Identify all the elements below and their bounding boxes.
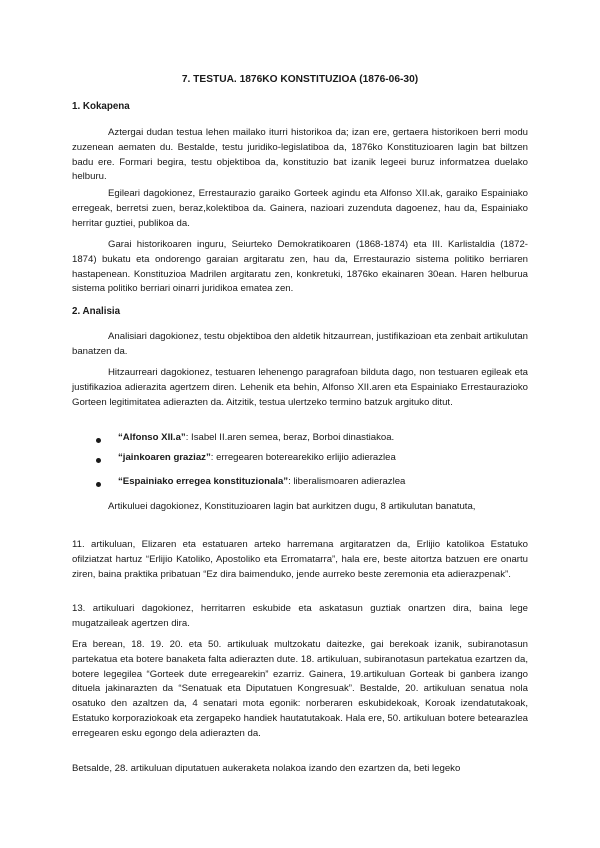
list-item xyxy=(118,451,552,466)
list-item-term: “Alfonso XII.a” xyxy=(118,432,186,443)
list-item-definition: : erregearen boterearekiko erlijio adierazlea xyxy=(210,452,396,463)
paragraph: Betsalde, 28. artikuluan diputatuen aukeraketa nolakoa izando den ezartzen da, beti legeko xyxy=(72,763,461,774)
paragraph: Era berean, 18. 19. 20. eta 50. artikuluak multzokatu daitezke, gai berekoak izanik, subiranotasun partekatua eta botere banaketa falta adierazten dute. 18. artikuluan, subiranotasun partekatua ezartzen da, botere legegilea “Gorteek dute erregearekin” ezarriz. Gainera, 19.artikuluan Gorteak bi ganbera izango dituela jakinarazten da “Senatuak eta Diputatuen Kongresuak”. Bestalde, 20. artikuluan senatua nola osatuko den azaltzen da, 4 senatari mota egonik: norberaren eskubidekoak, Koroak izendatutakoak, Estatuko korporaziokoak eta zergapeko handiek hautatutakoak. Hala ere, 50. artikuluan botere betearazlea erregearen esku egongo dela adierazten da. xyxy=(72,639,528,739)
paragraph: Artikuluei dagokionez, Konstituzioaren lagin bat aurkitzen dugu, 8 artikulutan banatuta, xyxy=(108,501,476,512)
section-heading-kokapena: 1. Kokapena xyxy=(72,101,130,112)
paragraph: Egileari dagokionez, Errestaurazio garaiko Gorteek agindu eta Alfonso XII.ak, garaiko Espainiako erregeak, berretsi zuen, beraz,kolektiboa da. Gainera, nazioari zuzenduta dagoenez, hau da, Espainiako herritar guztiei, publikoa da. xyxy=(72,188,528,229)
paragraph: Garai historikoaren inguru, Seiurteko Demokratikoaren (1868-1874) eta III. Karlistaldia (1872-1874) bukatu eta ondorengo garaian argitaratu zen, hau da, Errestaurazio sistema politiko berriaren hastapenean. Konstituzioa Madrilen argitaratu zen, konkretuki, 1876ko ekainaren 30ean. Haren helburua sistema politiko berriari oinarri juridikoa ematea zen. xyxy=(72,239,528,295)
list-item-definition: : liberalismoaren adierazlea xyxy=(288,476,406,487)
list-item xyxy=(118,475,552,490)
document-title: 7. TESTUA. 1876KO KONSTITUZIOA (1876-06-30) xyxy=(181,74,419,85)
paragraph: 11. artikuluan, Elizaren eta estatuaren arteko harremana argitaratzen da, Erlijio katolikoa Estatuko ofilziatzat hartuz “Erlijio Katoliko, Apostoliko eta Erromatarra”, hala ere, beste aitortza batzuen ere onartu ziren, baina praktika pribatuan “Ez dira baimenduko, jende aurreko beste zeremonia eta adierazpenak”. xyxy=(72,539,528,580)
paragraph: Hitzaurreari dagokionez, testuaren lehenengo paragrafoan bilduta dago, non testuaren egileak eta justifikazioa adierazita agertzem diren. Lehenik eta behin, Alfonso XII.aren eta Espainiako Errestaurazioko Gorteen legitimitatea adierazten da. Aitzitik, testua ulertzeko termino batzuk argituko ditut. xyxy=(72,367,528,408)
section-heading-analisia: 2. Analisia xyxy=(72,306,121,317)
paragraph: Aztergai dudan testua lehen mailako iturri historikoa da; izan ere, gertaera historikoen berri modu zuzenean aematen du. Bestalde, testu juridiko-legislatiboa da, 1876ko Konstituzioaren lagin bat biltzen badu ere. Formari begira, testu objektiboa da, konstituzio bat izanik legeei buruz informatzea duelako helburu. xyxy=(72,127,528,183)
list-item-definition: : Isabel II.aren semea, beraz, Borboi dinastiakoa. xyxy=(185,432,395,443)
bullet-icon xyxy=(96,438,101,443)
bullet-icon xyxy=(96,458,101,463)
paragraph: 13. artikuluari dagokionez, herritarren eskubide eta askatasun guztiak onartzen dira, baina lege mugatzaileak agertzen dira. xyxy=(72,603,528,629)
paragraph: Analisiari dagokionez, testu objektiboa den aldetik hitzaurrean, justifikazioan eta zenbait artikulutan banatzen da. xyxy=(72,331,528,357)
list-item xyxy=(118,431,552,446)
list-item-term: “jainkoaren graziaz” xyxy=(118,452,211,463)
bullet-icon xyxy=(96,482,101,487)
list-item-term: “Espainiako erregea konstituzionala” xyxy=(118,476,289,487)
